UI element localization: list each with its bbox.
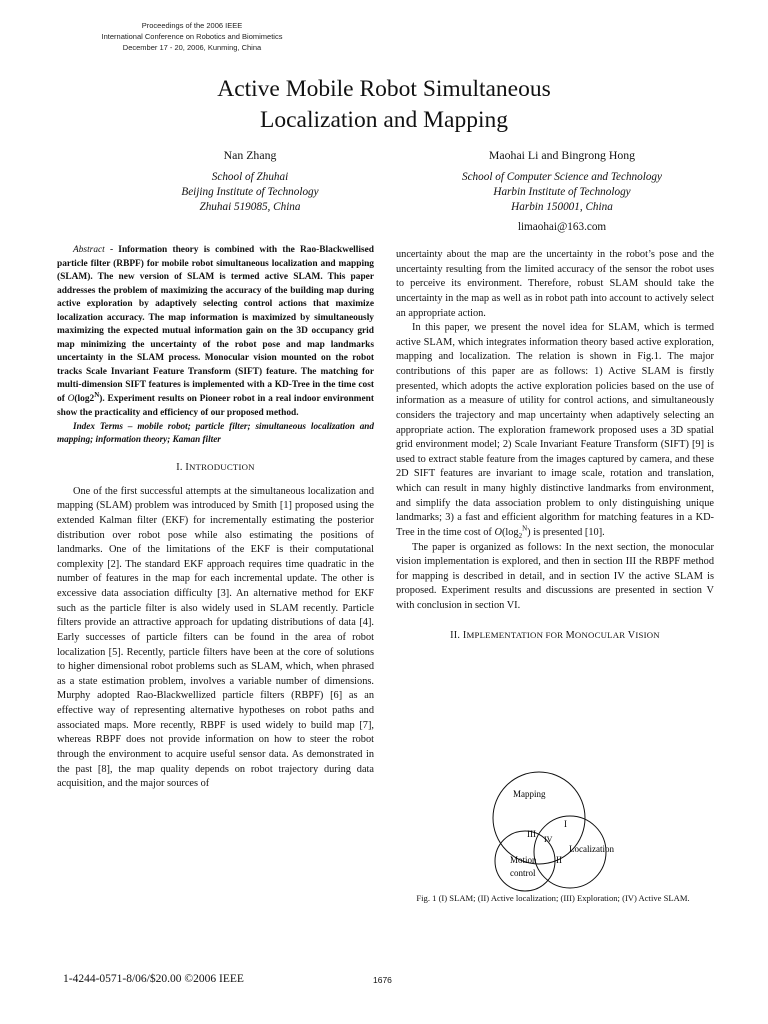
author-affiliation: Harbin 150001, China xyxy=(511,201,613,213)
index-terms-label: Index Terms xyxy=(73,421,123,432)
abstract-tail: . Experiment results on Pioneer robot in a real indoor environment show the practicality and efficiency of our proposed method. xyxy=(57,394,374,418)
author-email[interactable]: limaohai@163.com xyxy=(517,221,607,233)
region-iii-label: III xyxy=(527,829,536,839)
paper-title xyxy=(0,74,768,136)
region-ii-label: II xyxy=(556,855,562,865)
author-affiliation: Harbin Institute of Technology xyxy=(493,186,631,198)
control-label: control xyxy=(510,868,536,878)
abstract: Abstract - Information theory is combined with the Rao-Blackwellised particle filter (RBPF) for mobile robot simultaneous localization and mapping (SLAM). The new version of SLAM is termed active SLAM. This paper addresses the problem of maximizing the accuracy of the building map during active exploration by adaptively selecting control actions that maximize localization accuracy. The map information is maximized by simultaneously maximizing the expected mutual information gain on the 3D occupancy grid map minimizing the uncertainty of the robot pose and map landmarks uncertainty in the SLAM process. Monocular vision mounted on the robot tracks Scale Invariant Feature Transform (SIFT) feature. The matching for multi-dimension SIFT features is implemented with a KD-Tree in the time cost of $O(\log 2^N)$. Experiment results on Pioneer robot in a real indoor environment show the practicality and efficiency of our proposed method. xyxy=(57,245,374,418)
author-block-2 xyxy=(408,148,716,235)
author-name: Maohai Li and Bingrong Hong xyxy=(488,148,636,162)
complexity-o: O xyxy=(67,394,75,405)
author-name: Nan Zhang xyxy=(223,148,277,162)
isbn-copyright: 1-4244-0571-8/06/$20.00 ©2006 IEEE xyxy=(63,973,244,985)
localization-label: Localization xyxy=(569,844,614,854)
author-affiliation: Zhuhai 519085, China xyxy=(199,201,301,213)
title-line-1: Active Mobile Robot Simultaneous xyxy=(217,76,551,102)
left-column xyxy=(57,244,374,792)
paragraph-uncertainty: uncertainty about the map are the uncertainty in the robot’s pose and the uncertainty resulting from the limited accuracy of the sensor the robot uses to perceive its environment. Therefore, robust SLAM should take the uncertainty in the map as well as in robot path into account to actively select an appropriate action. xyxy=(396,249,714,319)
section-heading-introduction: I. INTRODUCTION xyxy=(176,462,255,474)
region-iv-label: IV xyxy=(544,835,553,844)
title-line-2: Localization and Mapping xyxy=(260,107,508,133)
section-heading-implementation: II. IMPLEMENTATION FOR MONOCULAR VISION xyxy=(450,629,660,641)
abstract-text: - Information theory is combined with the Rao-Blackwellised particle filter (RBPF) for mobile robot simultaneous localization and mapping (SLAM). The new version of SLAM is termed active SLAM. This paper addresses the problem of maximizing the accuracy of the building map during active exploration by adaptively selecting control actions that maximize localization accuracy. The map information is maximized by simultaneously maximizing the expected mutual information gain on the 3D occupancy grid map minimizing the uncertainty of the robot pose and map landmarks uncertainty in the SLAM process. Monocular vision mounted on the robot tracks Scale Invariant Feature Transform (SIFT) feature. The matching for multi-dimension SIFT features is implemented with a KD-Tree in the time cost of xyxy=(57,245,374,405)
figure-caption: Fig. 1 (I) SLAM; (II) Active localization; (III) Exploration; (IV) Active SLAM. xyxy=(416,893,690,903)
conference-line-1: Proceedings of the 2006 IEEE xyxy=(141,21,243,30)
intro-paragraph: One of the first successful attempts at the simultaneous localization and mapping (SLAM) problem was introduced by Smith [1] proposed using the extended Kalman filter (EKF) for incrementally estimating the posterior distribution over robot pose while also estimating the positions of landmarks. One of the limitations of the EKF is their computational complexity [2]. The standard EKF approach requires time quadratic in the number of features in the map for each incremental update. The other is excessive data association difficulty [3]. An alternative method for EKF such as the particle filter is also widely used in SLAM recently. Particle filters provide an attractive approach for updating distributions of data [4]. Early successes of particle filters can be found in the area of robot localization [5]. Recently, particle filters have been at the core of solutions to higher dimensional robot problems such as SLAM, which, when phrased as a state estimation problem, involves a variable number of dimensions. Murphy adopted Rao-Blackwellized particle filters (RBPF) [6] as an effective way of representing alternative hypotheses on robot paths and associated maps. More recently, RBPF is used widely to build map [7], whereas RBPF does not provide information on how to steer the robot through the environment to acquire useful sensor data. As demonstrated in the past [8], the map quality depends on robot trajectory during data acquisition, and the major sources of xyxy=(57,485,374,790)
author-affiliation: School of Computer Science and Technology xyxy=(462,171,662,183)
author-affiliation: Beijing Institute of Technology xyxy=(181,186,319,198)
index-terms xyxy=(57,420,374,446)
author-affiliation: School of Zhuhai xyxy=(211,171,289,183)
conference-line-3: December 17 - 20, 2006, Kunming, China xyxy=(122,43,262,52)
right-column xyxy=(396,248,714,652)
paragraph-contributions: In this paper, we present the novel idea for SLAM, which is termed active SLAM, which integrates information theory based active exploration, mapping and localization. The relation is shown in Fig.1. The major contributions of this paper are as follows: 1) Active SLAM is firstly presented, which adopts the active exploration policies based on the use of information as a measure of utility for control actions, and simultaneously considers the trajectory and map uncertainty when adaptively selecting an appropriate action. The exploration framework proposed uses a 3D spatial grid environment model; 2) Scale Invariant Feature Transform (SIFT) [9] is used to extract stable feature from the images captured by camera, and these 2D SIFT features are invariant to image scale, rotation and translation, which can result in many highly distinctive landmarks from environment, and simplify the data association problem to only distinguishing unique landmarks; 3) a fast and efficient algorithm for matching features in a KD-Tree in the time cost of $O(\log_2^N)$ is presented [10]. xyxy=(396,322,714,540)
index-terms-text: – mobile robot; particle filter; simultaneous localization and mapping; information theory; Kaman filter xyxy=(57,421,374,445)
mapping-label: Mapping xyxy=(513,789,546,799)
region-i-label: I xyxy=(564,819,567,829)
page-number: 1676 xyxy=(373,975,392,985)
venn-diagram xyxy=(470,768,690,893)
paragraph-organization: The paper is organized as follows: In the next section, the monocular vision implementation is explored, and then in section III the RBPF method for mapping is described in detail, and in section IV the active SLAM is proposed. Experiment results and discussions are presented in section V with conclusion in section VI. xyxy=(396,541,714,611)
conference-header xyxy=(72,20,312,53)
abstract-label: Abstract xyxy=(73,245,105,255)
author-block-1 xyxy=(110,148,390,215)
conference-line-2: International Conference on Robotics and Biomimetics xyxy=(101,32,283,41)
motion-label: Motion xyxy=(510,855,537,865)
